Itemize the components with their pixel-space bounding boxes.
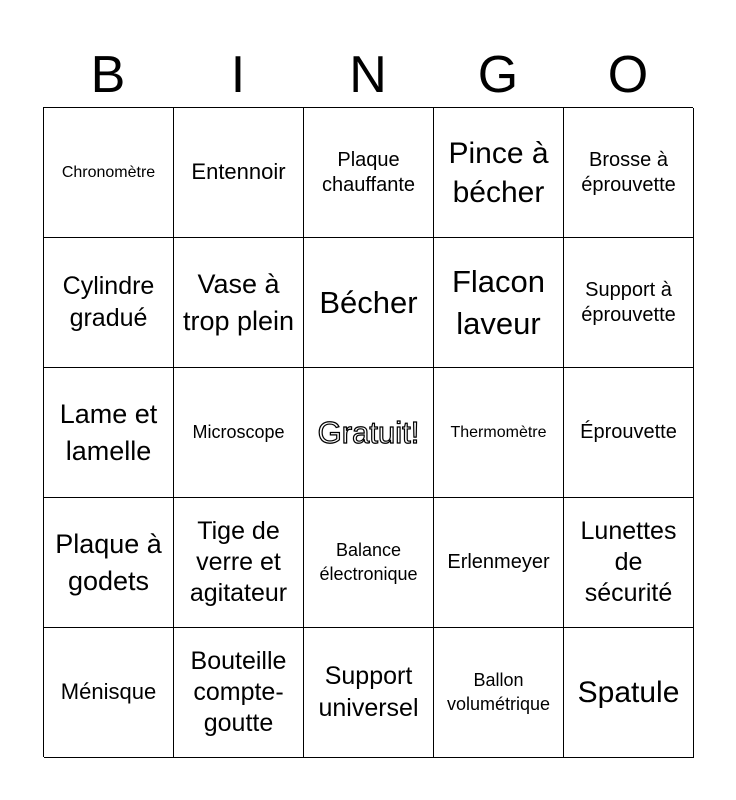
bingo-cell-r3c4[interactable]: Thermomètre — [434, 368, 564, 498]
bingo-cell-r5c4[interactable]: Ballon volumétrique — [434, 628, 564, 758]
bingo-cell-r5c5[interactable]: Spatule — [564, 628, 694, 758]
bingo-board — [43, 107, 693, 757]
bingo-cell-r1c3[interactable]: Plaque chauffante — [304, 108, 434, 238]
bingo-cell-r5c3[interactable]: Support universel — [304, 628, 434, 758]
bingo-cell-r2c3[interactable]: Bécher — [304, 238, 434, 368]
bingo-cell-r3c2[interactable]: Microscope — [174, 368, 304, 498]
header-letter-g: G — [477, 46, 519, 104]
header-letter-i: I — [230, 46, 246, 104]
free-space-cell[interactable]: Gratuit! — [304, 368, 434, 498]
bingo-cell-r4c5[interactable]: Lunettes de sécurité — [564, 498, 694, 628]
bingo-cell-r2c1[interactable]: Cylindre gradué — [44, 238, 174, 368]
header-letter-o: O — [607, 46, 649, 104]
bingo-cell-r2c5[interactable]: Support à éprouvette — [564, 238, 694, 368]
bingo-cell-r1c2[interactable]: Entennoir — [174, 108, 304, 238]
bingo-cell-r2c2[interactable]: Vase à trop plein — [174, 238, 304, 368]
bingo-cell-r1c4[interactable]: Pince à bécher — [434, 108, 564, 238]
bingo-cell-r4c2[interactable]: Tige de verre et agitateur — [174, 498, 304, 628]
bingo-header — [43, 44, 693, 106]
bingo-cell-r2c4[interactable]: Flacon laveur — [434, 238, 564, 368]
bingo-cell-r5c1[interactable]: Ménisque — [44, 628, 174, 758]
bingo-cell-r3c5[interactable]: Éprouvette — [564, 368, 694, 498]
bingo-cell-r4c4[interactable]: Erlenmeyer — [434, 498, 564, 628]
bingo-cell-r3c1[interactable]: Lame et lamelle — [44, 368, 174, 498]
bingo-cell-r4c3[interactable]: Balance électronique — [304, 498, 434, 628]
bingo-cell-r1c5[interactable]: Brosse à éprouvette — [564, 108, 694, 238]
bingo-cell-r5c2[interactable]: Bouteille compte-goutte — [174, 628, 304, 758]
bingo-cell-r1c1[interactable]: Chronomètre — [44, 108, 174, 238]
bingo-cell-r4c1[interactable]: Plaque à godets — [44, 498, 174, 628]
header-letter-b: B — [90, 46, 126, 104]
header-letter-n: N — [349, 46, 387, 104]
